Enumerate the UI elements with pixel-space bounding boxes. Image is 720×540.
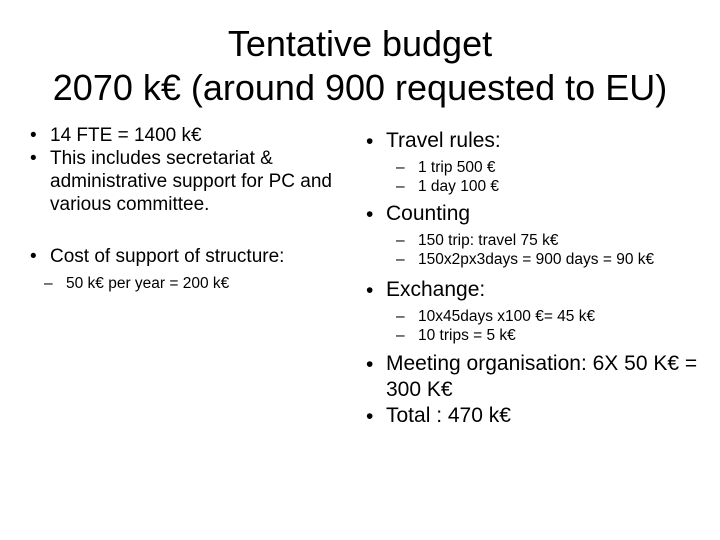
dash-marker: – <box>396 159 405 176</box>
sub-bullet-exchange-days-text: 10x45days x100 €= 45 k€ <box>418 308 596 325</box>
bullet-travel-rules <box>366 128 706 154</box>
bullet-secretariat-text: This includes secretariat & administrative support for PC and various committee. <box>50 148 332 215</box>
sub-bullet-counting-days <box>366 250 706 269</box>
sub-bullet-structure-cost <box>30 274 350 293</box>
sub-bullet-exchange-trips <box>366 326 706 345</box>
dash-marker: – <box>396 251 405 268</box>
sub-bullet-exchange-days <box>366 307 706 326</box>
bullet-dot: • <box>366 279 374 302</box>
bullet-secretariat <box>30 147 350 216</box>
bullet-dot: • <box>30 246 37 267</box>
dash-marker: – <box>396 232 405 249</box>
dash-marker: – <box>396 178 405 195</box>
bullet-dot: • <box>30 148 37 169</box>
bullet-total-text: Total : 470 k€ <box>386 404 511 427</box>
bullet-structure <box>30 245 350 268</box>
bullet-counting-text: Counting <box>386 202 471 225</box>
sub-bullet-trip-text: 1 trip 500 € <box>418 159 496 176</box>
bullet-dot: • <box>366 405 374 428</box>
dash-marker: – <box>396 308 405 325</box>
bullet-dot: • <box>366 203 374 226</box>
bullet-fte-text: 14 FTE = 1400 k€ <box>50 125 202 146</box>
bullet-meeting <box>366 351 706 403</box>
bullet-exchange <box>366 277 706 303</box>
title-line-2: 2070 k€ (around 900 requested to EU) <box>52 67 668 108</box>
right-column <box>366 128 706 429</box>
bullet-meeting-text: Meeting organisation: 6X 50 K€ = 300 K€ <box>386 352 698 401</box>
bullet-fte <box>30 124 350 147</box>
sub-bullet-structure-cost-text: 50 k€ per year = 200 k€ <box>66 275 230 292</box>
bullet-counting <box>366 201 706 227</box>
bullet-exchange-text: Exchange: <box>386 278 486 301</box>
bullet-dot: • <box>30 125 37 146</box>
left-column <box>30 124 350 293</box>
sub-bullet-exchange-trips-text: 10 trips = 5 k€ <box>418 327 516 344</box>
title-line-1: Tentative budget <box>227 23 493 64</box>
sub-bullet-day-text: 1 day 100 € <box>418 178 500 195</box>
sub-bullet-counting-days-text: 150x2px3days = 900 days = 90 k€ <box>418 251 655 268</box>
sub-bullet-counting-trip <box>366 231 706 250</box>
bullet-travel-rules-text: Travel rules: <box>386 129 501 152</box>
bullet-structure-text: Cost of support of structure: <box>50 246 285 267</box>
bullet-dot: • <box>366 353 374 376</box>
bullet-total <box>366 403 706 429</box>
slide-title <box>0 22 720 110</box>
dash-marker: – <box>44 275 53 292</box>
dash-marker: – <box>396 327 405 344</box>
sub-bullet-day <box>366 177 706 196</box>
sub-bullet-counting-trip-text: 150 trip: travel 75 k€ <box>418 232 559 249</box>
sub-bullet-trip <box>366 158 706 177</box>
bullet-dot: • <box>366 130 374 153</box>
